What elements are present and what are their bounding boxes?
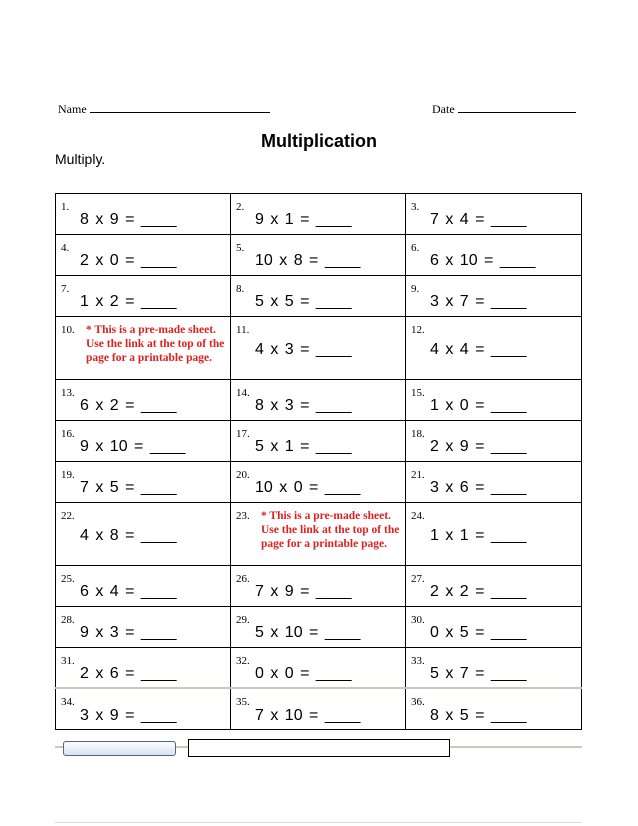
date-label: Date <box>432 102 455 116</box>
problem-number: 23. <box>236 510 250 522</box>
problem-number: 33. <box>411 655 425 667</box>
problem-number: 35. <box>236 696 250 708</box>
problem-expression: 2 x 0 = ____ <box>80 252 177 269</box>
problem-number: 22. <box>61 510 75 522</box>
problem-cell <box>231 276 406 317</box>
problem-cell <box>231 462 406 503</box>
problem-cell <box>406 380 581 421</box>
problem-expression: 4 x 8 = ____ <box>80 527 177 544</box>
problem-number: 6. <box>411 242 420 254</box>
problem-number: 9. <box>411 283 420 295</box>
problem-number: 26. <box>236 573 250 585</box>
problem-cell <box>56 462 231 503</box>
problem-cell <box>231 607 406 648</box>
problem-expression: 2 x 9 = ____ <box>430 438 527 455</box>
worksheet-title: Multiplication <box>261 131 377 151</box>
problem-number: 18. <box>411 428 425 440</box>
problem-expression: 0 x 0 = ____ <box>255 665 352 682</box>
problem-cell <box>56 235 231 276</box>
problem-number: 25. <box>61 573 75 585</box>
problem-number: 12. <box>411 324 425 336</box>
problem-expression: 7 x 10 = ____ <box>255 707 361 724</box>
problem-cell <box>406 276 581 317</box>
problem-number: 5. <box>236 242 245 254</box>
problem-cell <box>56 607 231 648</box>
problem-number: 3. <box>411 201 420 213</box>
problem-cell <box>231 421 406 462</box>
problem-cell <box>56 194 231 235</box>
problem-cell <box>406 317 581 380</box>
problem-cell <box>231 317 406 380</box>
problem-number: 17. <box>236 428 250 440</box>
problem-cell <box>406 566 581 607</box>
problem-number: 14. <box>236 387 250 399</box>
problem-number: 10. <box>61 324 75 336</box>
problem-number: 7. <box>61 283 70 295</box>
problem-cell <box>56 380 231 421</box>
problem-expression: 1 x 0 = ____ <box>430 397 527 414</box>
problem-cell <box>231 380 406 421</box>
date-blank-line[interactable] <box>458 102 576 113</box>
problem-expression: 7 x 9 = ____ <box>255 583 352 600</box>
small-button[interactable] <box>63 741 176 756</box>
footer-divider <box>55 822 582 823</box>
problem-number: 13. <box>61 387 75 399</box>
problem-cell <box>56 503 231 566</box>
problem-number: 8. <box>236 283 245 295</box>
problem-number: 34. <box>61 696 75 708</box>
problem-cell <box>406 235 581 276</box>
problem-cell <box>231 235 406 276</box>
problem-number: 36. <box>411 696 425 708</box>
name-label: Name <box>58 102 87 116</box>
problem-expression: 10 x 0 = ____ <box>255 479 361 496</box>
problem-number: 1. <box>61 201 70 213</box>
problem-number: 24. <box>411 510 425 522</box>
problem-expression: 9 x 1 = ____ <box>255 211 352 228</box>
problem-cell <box>56 317 231 380</box>
problem-expression: 8 x 5 = ____ <box>430 707 527 724</box>
problem-cell <box>406 648 581 689</box>
problem-expression: 4 x 3 = ____ <box>255 341 352 358</box>
problem-expression: 8 x 3 = ____ <box>255 397 352 414</box>
problem-expression: 2 x 6 = ____ <box>80 665 177 682</box>
name-blank-line[interactable] <box>90 102 270 113</box>
problem-expression: 6 x 10 = ____ <box>430 252 536 269</box>
problem-expression: 2 x 2 = ____ <box>430 583 527 600</box>
premade-sheet-note: * This is a pre-made sheet. Use the link at the top of the page for a printable page. <box>86 324 225 364</box>
problem-cell <box>406 503 581 566</box>
problem-cell <box>231 194 406 235</box>
problem-expression: 6 x 2 = ____ <box>80 397 177 414</box>
problem-expression: 1 x 2 = ____ <box>80 293 177 310</box>
problem-cell <box>56 421 231 462</box>
problem-cell <box>231 689 406 730</box>
worksheet-instructions: Multiply. <box>55 151 106 167</box>
problem-expression: 1 x 1 = ____ <box>430 527 527 544</box>
problem-expression: 9 x 10 = ____ <box>80 438 186 455</box>
problem-cell <box>406 194 581 235</box>
problem-number: 20. <box>236 469 250 481</box>
problem-number: 16. <box>61 428 75 440</box>
problem-cell <box>56 648 231 689</box>
problem-expression: 6 x 4 = ____ <box>80 583 177 600</box>
problem-cell <box>231 566 406 607</box>
problem-number: 27. <box>411 573 425 585</box>
problem-cell <box>406 689 581 730</box>
problem-expression: 5 x 5 = ____ <box>255 293 352 310</box>
problem-cell <box>231 503 406 566</box>
name-field-row <box>58 102 270 117</box>
date-field-row <box>432 102 576 117</box>
divider-rule <box>55 687 582 689</box>
problem-number: 19. <box>61 469 75 481</box>
problem-expression: 4 x 4 = ____ <box>430 341 527 358</box>
problem-cell <box>406 462 581 503</box>
problem-cell <box>406 607 581 648</box>
problem-number: 2. <box>236 201 245 213</box>
problem-number: 15. <box>411 387 425 399</box>
problem-expression: 3 x 6 = ____ <box>430 479 527 496</box>
problem-cell <box>56 276 231 317</box>
problem-expression: 3 x 9 = ____ <box>80 707 177 724</box>
problem-expression: 0 x 5 = ____ <box>430 624 527 641</box>
text-box[interactable] <box>188 739 450 757</box>
problem-expression: 7 x 4 = ____ <box>430 211 527 228</box>
problem-expression: 8 x 9 = ____ <box>80 211 177 228</box>
problem-expression: 10 x 8 = ____ <box>255 252 361 269</box>
problem-expression: 7 x 5 = ____ <box>80 479 177 496</box>
problem-number: 11. <box>236 324 250 336</box>
problem-number: 29. <box>236 614 250 626</box>
problem-number: 4. <box>61 242 70 254</box>
problem-cell <box>231 648 406 689</box>
problem-number: 31. <box>61 655 75 667</box>
problem-expression: 9 x 3 = ____ <box>80 624 177 641</box>
problem-expression: 5 x 1 = ____ <box>255 438 352 455</box>
problem-cell <box>406 421 581 462</box>
problem-number: 21. <box>411 469 425 481</box>
problem-number: 28. <box>61 614 75 626</box>
problem-expression: 3 x 7 = ____ <box>430 293 527 310</box>
problem-grid <box>55 193 582 730</box>
problem-number: 32. <box>236 655 250 667</box>
problem-cell <box>56 689 231 730</box>
problem-expression: 5 x 7 = ____ <box>430 665 527 682</box>
problem-number: 30. <box>411 614 425 626</box>
problem-cell <box>56 566 231 607</box>
premade-sheet-note: * This is a pre-made sheet. Use the link at the top of the page for a printable page. <box>261 510 400 550</box>
problem-expression: 5 x 10 = ____ <box>255 624 361 641</box>
